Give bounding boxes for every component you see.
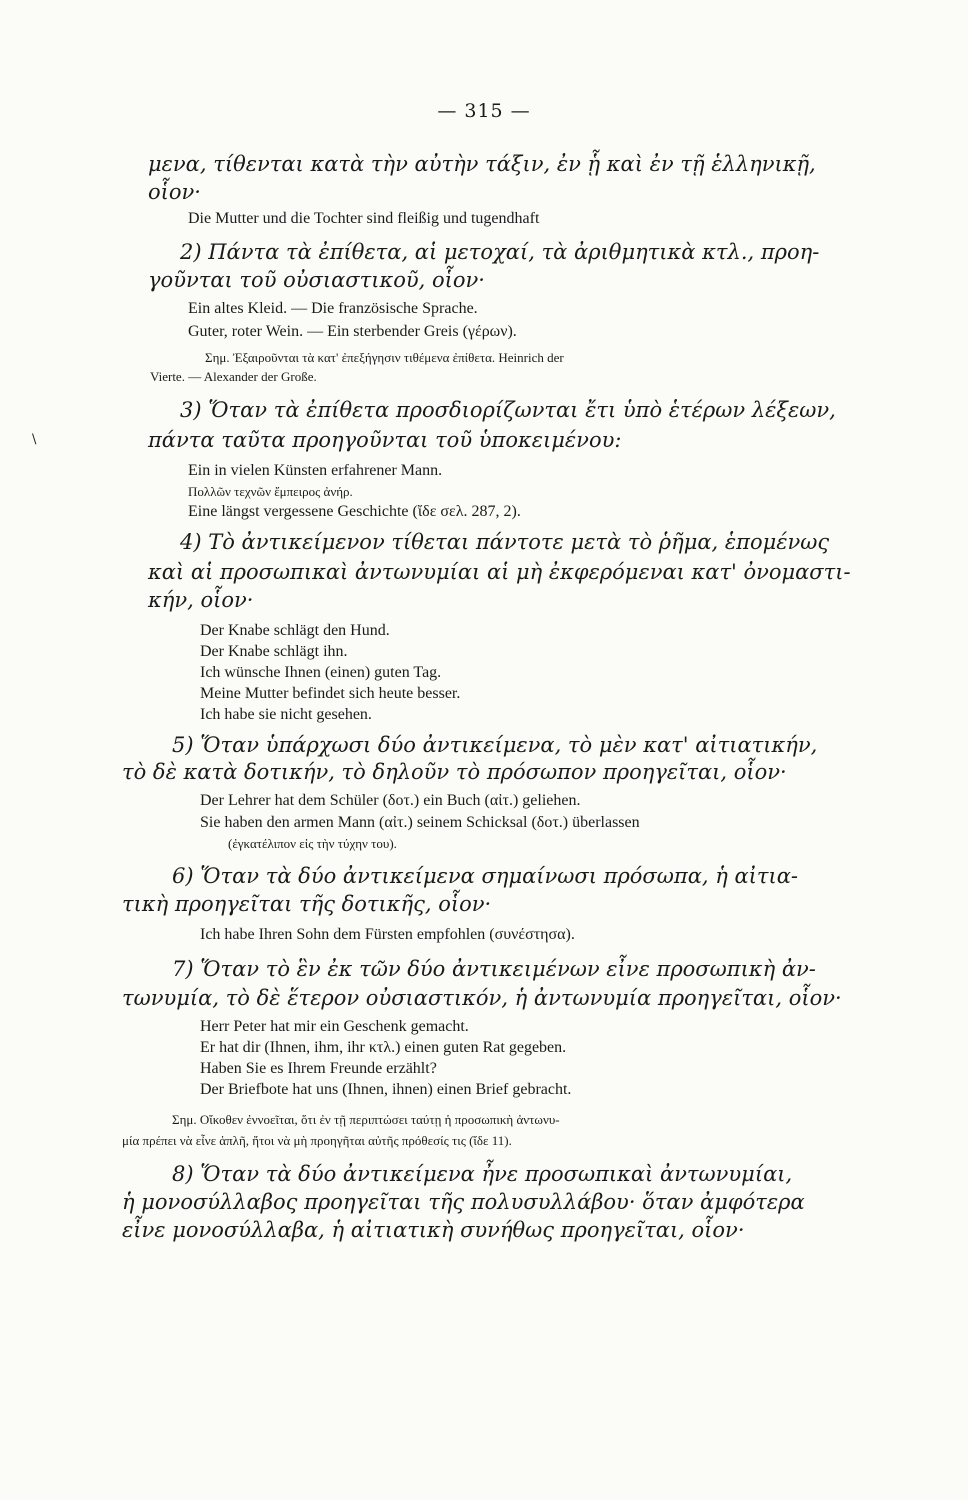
german-example: Eine längst vergessene Geschichte (ἴδε σελ. 287, 2). [188,503,521,520]
german-example: Sie haben den armen Mann (αἰτ.) seinem Schicksal (δοτ.) überlassen [200,814,640,831]
text-line: τικὴ προηγεῖται τῆς δοτικῆς, οἷον· [122,892,492,916]
text-line: μενα, τίθενται κατὰ τὴν αὐτὴν τάξιν, ἐν ᾗ καὶ ἐν τῇ ἑλληνικῇ, [148,152,816,176]
margin-mark: \ [32,432,37,447]
german-example: Er hat dir (Ihnen, ihm, ihr κτλ.) einen guten Rat gegeben. [200,1039,567,1056]
rule-heading: 8) Ὅταν τὰ δύο ἀντικείμενα ἦνε προσωπικαὶ ἀντωνυμίαι, [172,1162,793,1186]
text-line: καὶ αἱ προσωπικαὶ ἀντωνυμίαι αἱ μὴ ἐκφερόμεναι κατ' ὀνομαστι- [148,560,851,584]
rule-heading: 6) Ὅταν τὰ δύο ἀντικείμενα σημαίνωσι πρόσωπα, ἡ αἰτια- [172,864,799,888]
text-line: γοῦνται τοῦ οὐσιαστικοῦ, οἷον· [148,268,485,292]
greek-example: (ἐγκατέλιπον εἰς τὴν τύχην του). [228,836,397,851]
note-line: Vierte. — Alexander der Große. [150,369,317,384]
note-line: Σημ. Οἴκοθεν ἐννοεῖται, ὅτι ἐν τῇ περιπτώσει ταύτῃ ἡ προσωπικὴ ἀντωνυ- [172,1112,560,1127]
german-example: Der Knabe schlägt ihn. [200,643,348,660]
text-line: ἡ μονοσύλλαβος προηγεῖται τῆς πολυσυλλάβου· ὅταν ἀμφότερα [122,1190,805,1214]
rule-heading: 4) Τὸ ἀντικείμενον τίθεται πάντοτε μετὰ τὸ ῥῆμα, ἑπομένως [180,530,830,554]
rule-heading: 2) Πάντα τὰ ἐπίθετα, αἱ μετοχαί, τὰ ἀριθμητικὰ κτλ., προη- [180,240,820,264]
german-example: Der Briefbote hat uns (Ihnen, ihnen) einen Brief gebracht. [200,1081,572,1098]
german-example: Ein in vielen Künsten erfahrener Mann. [188,462,443,479]
german-example: Ich habe Ihren Sohn dem Fürsten empfohlen (συνέστησα). [200,926,575,943]
page-number: — 315 — [437,100,531,122]
note-line: μία πρέπει νὰ εἶνε ἁπλῆ, ἤτοι νὰ μὴ προηγῆται αὐτῆς πρόθεσίς τις (ἴδε 11). [122,1133,512,1148]
greek-example: Πολλῶν τεχνῶν ἔμπειρος ἀνήρ. [188,484,353,499]
text-line: πάντα ταῦτα προηγοῦνται τοῦ ὑποκειμένου: [148,428,622,452]
german-example: Haben Sie es Ihrem Freunde erzählt? [200,1060,437,1077]
german-example: Herr Peter hat mir ein Geschenk gemacht. [200,1018,469,1035]
note-line: Σημ. Ἐξαιροῦνται τὰ κατ' ἐπεξήγησιν τιθέμενα ἐπίθετα. Heinrich der [205,350,564,365]
rule-heading: 7) Ὅταν τὸ ἓν ἐκ τῶν δύο ἀντικειμένων εἶνε προσωπικὴ ἀν- [172,957,816,981]
text-line: τωνυμία, τὸ δὲ ἕτερον οὐσιαστικόν, ἡ ἀντωνυμία προηγεῖται, οἷον· [122,986,842,1010]
german-example: Die Mutter und die Tochter sind fleißig und tugendhaft [188,210,540,227]
german-example: Ich habe sie nicht gesehen. [200,706,372,723]
text-line: κήν, οἷον· [148,588,254,612]
german-example: Guter, roter Wein. — Ein sterbender Greis (γέρων). [188,323,517,340]
german-example: Ein altes Kleid. — Die französische Sprache. [188,300,478,317]
german-example: Der Knabe schlägt den Hund. [200,622,390,639]
text-line: οἷον· [148,180,201,204]
rule-heading: 5) Ὅταν ὑπάρχωσι δύο ἀντικείμενα, τὸ μὲν κατ' αἰτιατικήν, [172,733,818,757]
rule-heading: 3) Ὅταν τὰ ἐπίθετα προσδιορίζωνται ἔτι ὑπὸ ἑτέρων λέξεων, [180,398,836,422]
german-example: Ich wünsche Ihnen (einen) guten Tag. [200,664,442,681]
text-line: τὸ δὲ κατὰ δοτικήν, τὸ δηλοῦν τὸ πρόσωπον προηγεῖται, οἷον· [122,760,787,784]
text-line: εἶνε μονοσύλλαβα, ἡ αἰτιατικὴ συνήθως προηγεῖται, οἷον· [122,1218,745,1242]
german-example: Der Lehrer hat dem Schüler (δοτ.) ein Buch (αἰτ.) geliehen. [200,792,581,809]
german-example: Meine Mutter befindet sich heute besser. [200,685,461,702]
